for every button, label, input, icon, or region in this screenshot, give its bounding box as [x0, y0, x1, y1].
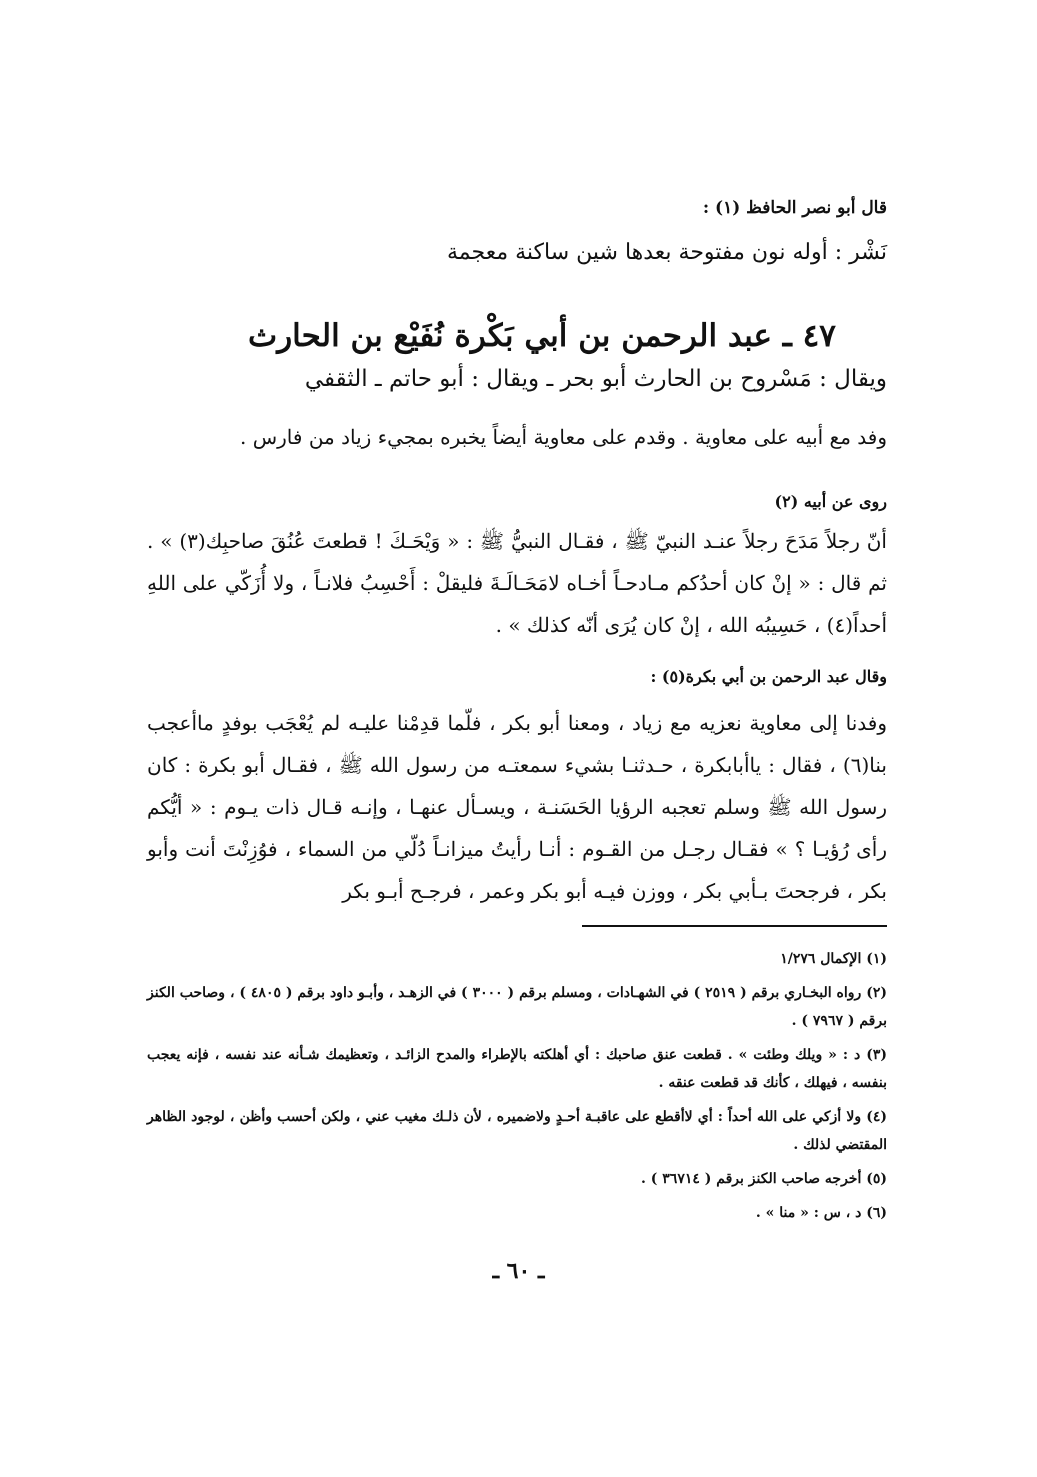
footnote-divider: [582, 925, 887, 927]
footnote: (٣) د : « ويلك وطئت » . قطعت عنق صاحبك : أي أهلكته بالإطراء والمدح الزائـد ، وتعظيمك شـأنه عند نفسه ، فإنه يعجب بنفسه ، فيهلك ، كأنك قد قطعت عنقه .: [147, 1047, 887, 1091]
footnotes: [147, 945, 887, 1233]
entry-title: ٤٧ ـ عبد الرحمن بن أبي بَكْرة نُفَيْع بن الحارث: [248, 318, 836, 354]
footnote: (٤) ولا أزكي على الله أحداً : أي لاأقطع على عاقبـة أحـدٍ ولاضميره ، لأن ذلـك مغيب عني ، ولكن أحسب وأظن ، لوجود الظاهر المقتضي لذلك .: [147, 1109, 887, 1153]
footnote: (١) الإكمال ١/٢٧٦: [780, 951, 887, 967]
footnote: (٢) رواه البخـاري برقم ( ٢٥١٩ ) في الشهـادات ، ومسلم برقم ( ٣٠٠٠ ) في الزهـد ، وأبـو داود برقم ( ٤٨٠٥ ) ، وصاحب الكنز برقم ( ٧٩٦٧ ) .: [147, 985, 887, 1029]
section-text: أنّ رجلاً مَدَحَ رجلاً عنـد النبيّ ﷺ ، فقـال النبيُّ ﷺ : « وَيْحَـكَ ! قطعتَ عُنُقَ صاحبِك(٣) » . ثم قال : « إنْ كان أحدُكم مـادحـاً أخـاه لامَحَـالَـةَ فليقلْ : أَحْسِبُ فلانـاً ، ولا أُزَكّي على اللهِ أحداً(٤) ، حَسِيبُه الله ، إنْ كان يُرَى أنّه كذلك » .: [147, 529, 887, 637]
page-number: ـ ٦٠ ـ: [492, 1258, 545, 1284]
footnote: (٦) د ، س : « منا » .: [755, 1205, 887, 1221]
section-label: روى عن أبيه (٢): [774, 492, 887, 511]
section-label: وقال عبد الرحمن بن أبي بكرة(٥) :: [650, 667, 887, 686]
lead-label: قال أبو نصر الحافظ (١) :: [702, 198, 887, 218]
entry-intro: وفد مع أبيه على معاوية . وقدم على معاوية أيضاً يخبره بمجيء زياد من فارس .: [240, 425, 887, 449]
lead-text: نَشْر : أوله نون مفتوحة بعدها شين ساكنة معجمة: [447, 240, 887, 265]
footnote: (٥) أخرجه صاحب الكنز برقم ( ٣٦٧١٤ ) .: [641, 1171, 887, 1187]
section-text: وفدنا إلى معاوية نعزيه مع زياد ، ومعنا أبو بكر ، فلّما قدِمْنا عليـه لم يُعْجَب بوفدٍ ماأعجب بنا(٦) ، فقال : ياأبابكرة ، حـدثنـا بشيء سمعتـه من رسول الله ﷺ ، فقـال أبو بكرة : كان رسول الله ﷺ وسلم تعجبه الرؤيا الحَسَنـة ، ويسـأل عنهـا ، وإنـه قـال ذات يـوم : « أيُّكم رأى رُؤيـا ؟ » فقـال رجـل من القـوم : أنـا رأيتُ ميزانـاً دُلّي من السماء ، فوُزِنْتَ أنت وأبو بكر ، فرجحتَ بـأبي بكر ، ووزن فيـه أبو بكر وعمر ، فرجـح أبـو بكر: [147, 711, 887, 903]
entry-alt-names: ويقال : مَسْروح بن الحارث أبو بحر ـ ويقال : أبو حاتم ـ الثقفي: [304, 366, 887, 392]
